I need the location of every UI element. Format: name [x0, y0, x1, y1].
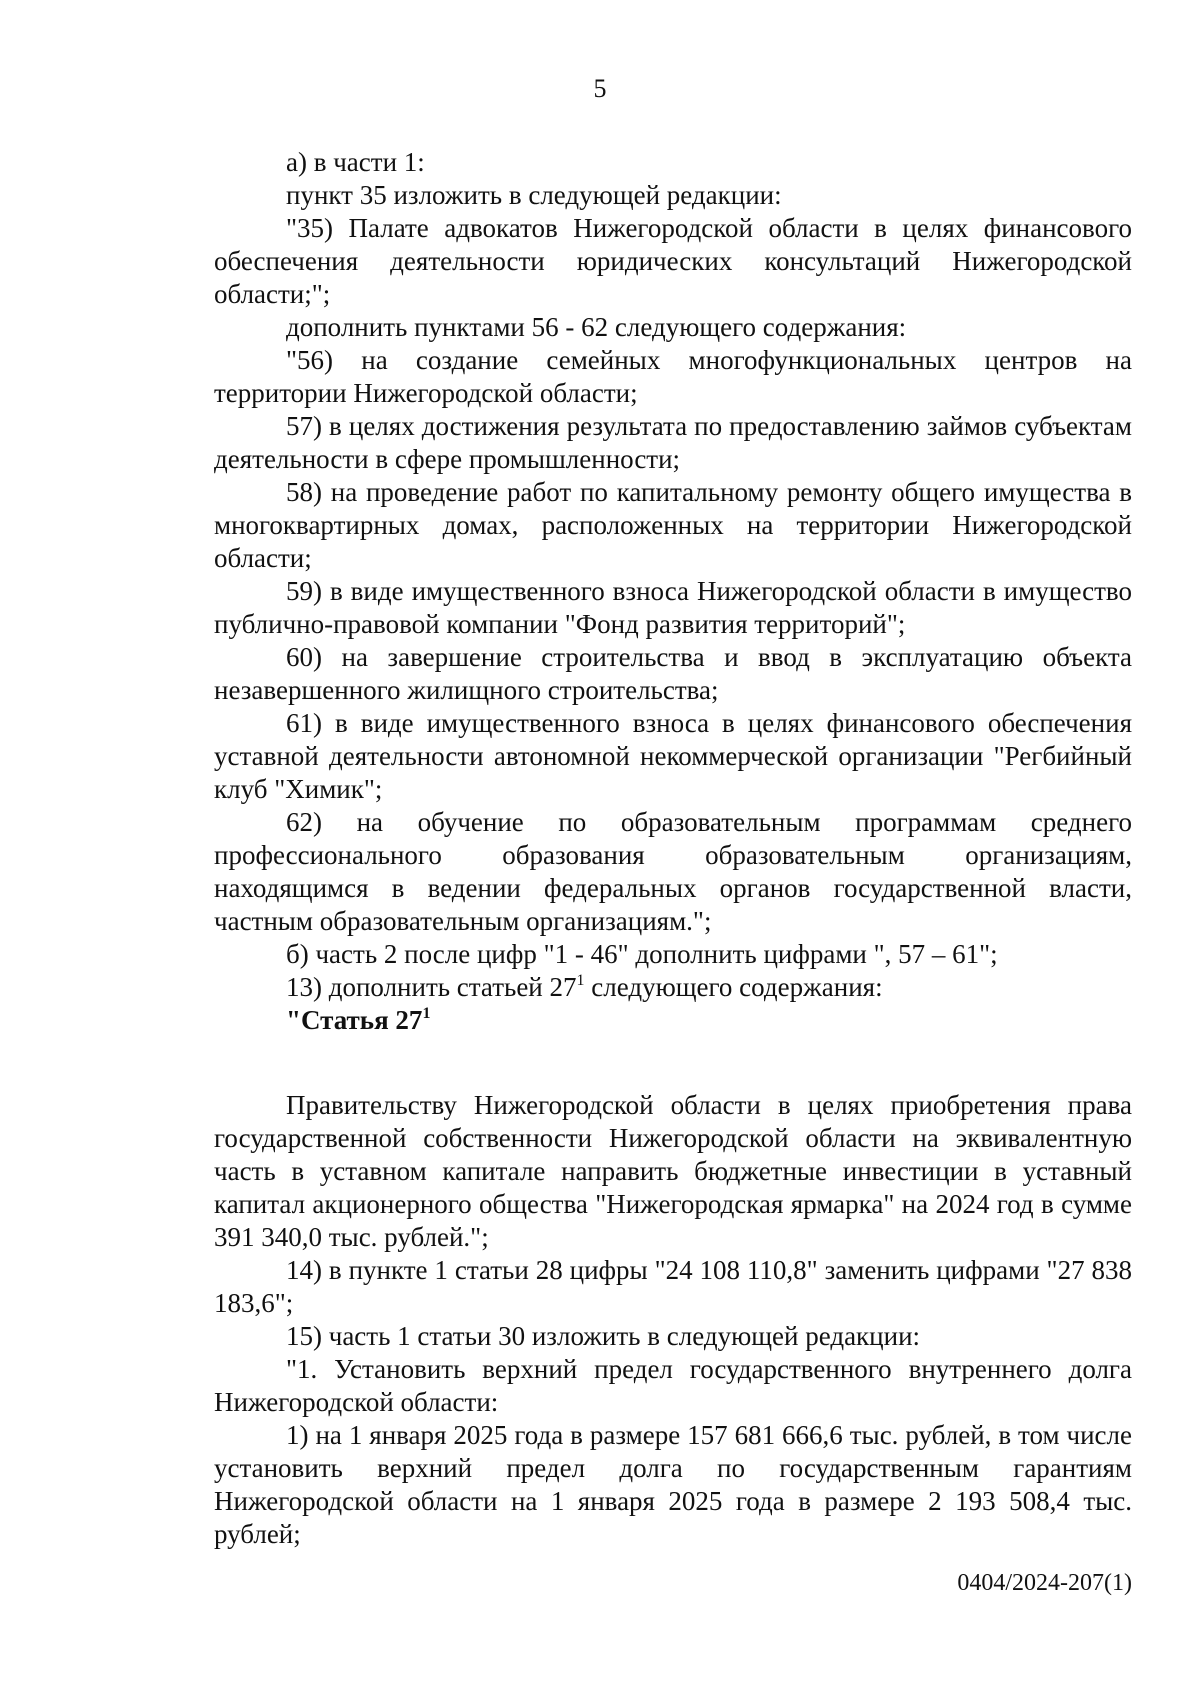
spacer [214, 1037, 1132, 1089]
paragraph: Правительству Нижегородской области в целях приобретения права государственной собственности Нижегородской области на эквивалентную часть в уставном капитале направить бюджетные инвестиции в уставный капитал акционерного общества "Нижегородская ярмарка" на 2024 год в сумме 391 340,0 тыс. рублей."; [214, 1090, 1132, 1252]
document-code: 0404/2024-207(1) [957, 1570, 1132, 1596]
item-13-superscript: 1 [576, 972, 585, 989]
paragraph: 59) в виде имущественного взноса Нижегородской области в имущество публично-правовой компании "Фонд развития территорий"; [214, 576, 1132, 639]
article-heading [214, 1004, 1132, 1037]
article-heading-text: "Статья 27 [286, 1005, 423, 1035]
paragraph: дополнить пунктами 56 - 62 следующего содержания: [286, 312, 907, 342]
article-heading-superscript: 1 [422, 1005, 431, 1022]
item-13-text: 13) дополнить статьей 27 [286, 972, 577, 1002]
paragraph: 62) на обучение по образовательным программам среднего профессионального образования образовательным организациям, находящимся в ведении федеральных органов государственной власти, частным образовательным организациям."; [214, 807, 1132, 936]
paragraph: "56) на создание семейных многофункциональных центров на территории Нижегородской области; [214, 345, 1132, 408]
paragraph: 61) в виде имущественного взноса в целях финансового обеспечения уставной деятельности автономной некоммерческой организации "Регбийный клуб "Химик"; [214, 708, 1132, 804]
paragraph: а) в части 1: [286, 147, 425, 177]
paragraph-item-13 [214, 971, 1132, 1004]
paragraph: пункт 35 изложить в следующей редакции: [286, 180, 782, 210]
paragraph: 58) на проведение работ по капитальному ремонту общего имущества в многоквартирных домах, расположенных на территории Нижегородской области; [214, 477, 1132, 573]
page-number: 5 [593, 74, 607, 103]
paragraph: 1) на 1 января 2025 года в размере 157 681 666,6 тыс. рублей, в том числе установить верхний предел долга по государственным гарантиям Нижегородской области на 1 января 2025 года в размере 2 193 508,4 тыс. рублей; [214, 1420, 1132, 1549]
paragraph: 57) в целях достижения результата по предоставлению займов субъектам деятельности в сфере промышленности; [214, 411, 1132, 474]
paragraph: "35) Палате адвокатов Нижегородской области в целях финансового обеспечения деятельности юридических консультаций Нижегородской области;"; [214, 213, 1132, 309]
paragraph: 14) в пункте 1 статьи 28 цифры "24 108 110,8" заменить цифрами "27 838 183,6"; [214, 1255, 1132, 1318]
document-body [214, 146, 1132, 1551]
paragraph: "1. Установить верхний предел государственного внутреннего долга Нижегородской области: [214, 1354, 1132, 1417]
paragraph: б) часть 2 после цифр "1 - 46" дополнить цифрами ", 57 – 61"; [286, 939, 998, 969]
item-13-rest: следующего содержания: [584, 972, 883, 1002]
paragraph: 60) на завершение строительства и ввод в эксплуатацию объекта незавершенного жилищного строительства; [214, 642, 1132, 705]
paragraph: 15) часть 1 статьи 30 изложить в следующей редакции: [286, 1321, 921, 1351]
